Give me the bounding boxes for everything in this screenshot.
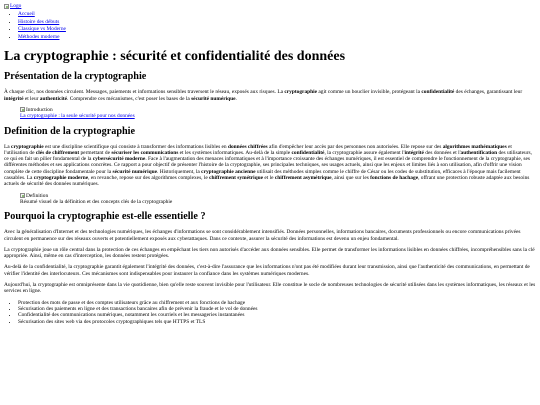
bold-term: clés de chiffrement	[35, 149, 80, 156]
logo-link[interactable]	[4, 3, 536, 10]
bold-term: authentification	[460, 149, 498, 156]
bold-term: cybersécurité moderne	[92, 156, 146, 163]
main-nav	[4, 11, 536, 41]
why-paragraph-4: Aujourd'hui, la cryptographie est omniprésente dans la vie quotidienne, bien qu'elle reste souvent invisible pour l'utilisateur. Elle constitue le socle de nombreuses technologies de sécurité utilisées dans les systèmes informatiques, les réseaux et les services en ligne.	[4, 282, 536, 295]
bold-term: chiffrement asymétrique	[274, 175, 332, 182]
intro-image-alt: Introduction	[26, 106, 53, 113]
intro-paragraph: À chaque clic, nos données circulent. Messages, paiements et informations sensibles traversent le réseau, exposés aux risques. La cryptographie agit comme un bouclier invisible, protégeant la confidentialité des échanges, garantissant leur intégrité et leur authenticité. Comprendre ces mécanismes, c'est poser les bases de la sécurité numérique.	[4, 89, 523, 102]
list-item: • Confidentialité des communications numériques, notamment les courriels et les messageries instantanées	[18, 312, 536, 318]
list-item: • Sécurisation des sites web via des protocoles cryptographiques tels que HTTPS et TLS	[18, 319, 536, 325]
intro-figure	[20, 107, 536, 120]
bold-term: intégrité	[4, 95, 24, 102]
bold-term: fonctions de hachage	[370, 175, 419, 182]
nav-link-methodes[interactable]: Méthodes moderne	[18, 33, 60, 40]
intro-figure-caption	[20, 113, 536, 120]
bold-term: chiffrement symétrique	[209, 175, 264, 182]
logo-image-icon	[4, 4, 9, 9]
intro-image-icon	[20, 107, 25, 112]
bold-term: données chiffrées	[227, 143, 268, 150]
definition-image-icon	[20, 193, 25, 198]
bold-term: algorithmes mathématiques	[442, 143, 507, 150]
bold-term: sécurité numérique	[191, 95, 236, 102]
section-heading-intro: Présentation de la cryptographie	[4, 71, 147, 83]
nav-link-classique[interactable]: Classique vs Moderne	[18, 26, 66, 33]
bold-term: confidentialité	[291, 149, 325, 156]
why-paragraph-1: Avec la généralisation d'Internet et des technologies numériques, les échanges d'informations se sont considérablement intensifiés. Données personnelles, informations bancaires, documents professionnels ou encore communications privées circulent en permanence sur des réseaux ouverts et potentiellement exposés aux cyberattaques. Dans ce contexte, assurer la sécurité des informations est devenu un enjeu fondamental.	[4, 229, 521, 242]
bold-term: cryptographie ancienne	[201, 168, 256, 175]
nav-item-histoire	[18, 19, 536, 27]
why-bullet-list	[4, 300, 536, 326]
nav-item-classique	[18, 26, 536, 34]
bold-term: sécuriser les communications	[111, 149, 179, 156]
page-title: La cryptographie : sécurité et confidentialité des données	[4, 49, 346, 65]
definition-figure	[20, 193, 536, 206]
logo-alt-text: Logo	[10, 3, 22, 10]
definition-image-alt: Definition	[26, 192, 49, 199]
bold-term: confidentialité	[421, 89, 455, 96]
bold-term: sécurité numérique	[112, 168, 157, 175]
bold-term: cryptographie	[284, 89, 318, 96]
bold-term: cryptographie	[11, 143, 44, 150]
nav-item-methodes	[18, 34, 536, 42]
nav-item-accueil	[18, 11, 536, 19]
nav-link-histoire[interactable]: Histoire des débuts	[18, 18, 60, 25]
list-item: • Protection des mots de passe et des comptes utilisateurs grâce au chiffrement et aux fonctions de hachage	[18, 300, 536, 306]
section-heading-definition: Definition de la cryptographie	[4, 125, 136, 137]
why-paragraph-3: Au-delà de la confidentialité, la cryptographie garantit également l'intégrité des données, c'est-à-dire l'assurance que les informations n'ont pas été modifiées durant leur transmission, ainsi que l'authenticité des communications, en permettant de vérifier l'identité des interlocuteurs. Ces mécanismes sont indispensables pour instaurer la confiance dans les systèmes numériques modernes.	[4, 264, 530, 277]
definition-paragraph: La cryptographie est une discipline scientifique qui consiste à transformer des informations lisibles en données chiffrées afin d'empêcher leur accès par des personnes non autorisées. Elle repose sur des algorithmes mathématiques et l'utilisation de clés de chiffrement permettant de sécuriser les communications et les systèmes informatiques. Au-delà de la simple confidentialité, la cryptographie assure également l'intégrité des données et l'authentification des utilisateurs, ce qui en fait un pilier fondamental de la cybersécurité moderne. Face à l'augmentation des menaces informatiques et à l'importance croissante des échanges numériques, il est essentiel de comprendre le fonctionnement de la cryptographie, ses différentes méthodes et ses applications concrètes. Ce rapport a pour objectif de présenter l'histoire de la cryptographie, ses principales techniques, ses usages actuels, ainsi que les enjeux et limites liés à son utilisation, afin d'offrir une vision complète de cette discipline fondamentale pour la sécurité numérique. Historiquement, la cryptographie ancienne utilisait des méthodes simples comme le chiffre de César ou les codes de substitution, efficaces à l'époque mais facilement cassables. La cryptographie moderne, en revanche, repose sur des algorithmes complexes, le chiffrement symétrique et le chiffrement asymétrique, ainsi que sur les fonctions de hachage, offrant une protection robuste adaptée aux besoins actuels de sécurité des données numériques.	[4, 143, 532, 188]
bold-term: intégrité	[404, 149, 424, 156]
intro-caption-link[interactable]: La cryptographie : la seule sécurité pour nos données	[20, 112, 135, 119]
nav-link-accueil[interactable]: Accueil	[18, 11, 35, 17]
bold-term: authenticité	[39, 95, 68, 102]
list-item: • Sécurisation des paiements en ligne et des transactions bancaires afin de prévenir la fraude et le vol de données	[18, 306, 536, 312]
definition-figure-caption: Résumé visuel de la définition et des concepts clés de la cryptographie	[20, 198, 173, 205]
section-heading-why: Pourquoi la cryptographie est-elle essentielle ?	[4, 211, 206, 223]
bold-term: cryptographie moderne	[33, 175, 89, 182]
why-paragraph-2: La cryptographie joue un rôle central dans la protection de ces échanges en empêchant les tiers non autorisés d'accéder aux données sensibles. Elle permet de transformer les informations lisibles en données chiffrées, incompréhensibles sans la clé appropriée. Ainsi, même en cas d'interception, les données restent protégées.	[4, 246, 535, 260]
